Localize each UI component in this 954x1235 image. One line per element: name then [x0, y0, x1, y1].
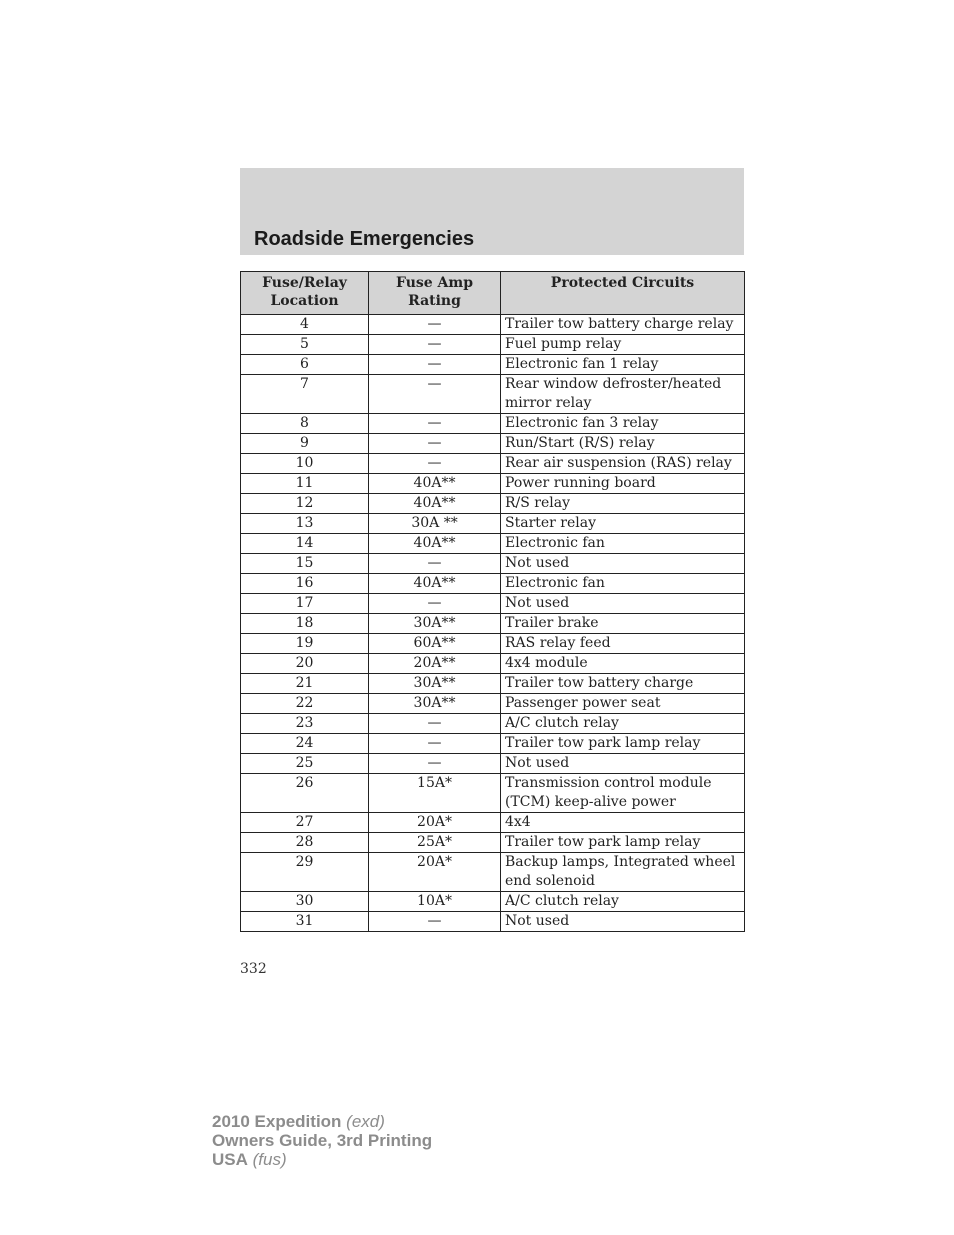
fuse-location-cell: 17 [241, 594, 369, 614]
fuse-location-cell: 14 [241, 534, 369, 554]
table-row [241, 634, 745, 654]
fuse-location-cell: 13 [241, 514, 369, 534]
fuse-amp-cell: — [369, 315, 501, 335]
protected-circuit-cell: Trailer tow park lamp relay [501, 734, 745, 754]
table-row [241, 454, 745, 474]
header-protected-circuits: Protected Circuits [501, 272, 745, 315]
table-header-row [241, 272, 745, 315]
fuse-amp-cell: — [369, 754, 501, 774]
fuse-amp-cell: 20A* [369, 813, 501, 833]
table-row [241, 514, 745, 534]
protected-circuit-cell: Fuel pump relay [501, 335, 745, 355]
header-location: Fuse/Relay Location [241, 272, 369, 315]
table-row [241, 355, 745, 375]
header-amp-rating: Fuse Amp Rating [369, 272, 501, 315]
table-row [241, 654, 745, 674]
protected-circuit-cell: Trailer brake [501, 614, 745, 634]
table-row [241, 414, 745, 434]
protected-circuit-cell: Transmission control module (TCM) keep-alive power [501, 774, 745, 813]
protected-circuit-cell: Rear air suspension (RAS) relay [501, 454, 745, 474]
fuse-amp-cell: — [369, 912, 501, 932]
footer-line-1 [212, 1112, 432, 1131]
protected-circuit-cell: A/C clutch relay [501, 714, 745, 734]
protected-circuit-cell: Electronic fan [501, 534, 745, 554]
protected-circuit-cell: Trailer tow park lamp relay [501, 833, 745, 853]
footer-line-2 [212, 1131, 432, 1150]
table-row [241, 574, 745, 594]
protected-circuit-cell: Backup lamps, Integrated wheel end solenoid [501, 853, 745, 892]
fuse-location-cell: 23 [241, 714, 369, 734]
fuse-location-cell: 8 [241, 414, 369, 434]
page-number: 332 [240, 961, 267, 977]
fuse-location-cell: 26 [241, 774, 369, 813]
table-row [241, 714, 745, 734]
table-row [241, 774, 745, 813]
section-header-band [240, 168, 744, 255]
fuse-amp-cell: — [369, 714, 501, 734]
protected-circuit-cell: 4x4 module [501, 654, 745, 674]
table-row [241, 674, 745, 694]
fuse-amp-cell: — [369, 734, 501, 754]
table-row [241, 912, 745, 932]
fuse-location-cell: 7 [241, 375, 369, 414]
protected-circuit-cell: Not used [501, 912, 745, 932]
table-row [241, 614, 745, 634]
fuse-location-cell: 19 [241, 634, 369, 654]
fuse-location-cell: 31 [241, 912, 369, 932]
protected-circuit-cell: Electronic fan [501, 574, 745, 594]
footer-guide: Owners Guide, 3rd Printing [212, 1131, 433, 1150]
fuse-location-cell: 18 [241, 614, 369, 634]
table-row [241, 594, 745, 614]
fuse-location-cell: 22 [241, 694, 369, 714]
table-row [241, 474, 745, 494]
fuse-amp-cell: 30A** [369, 614, 501, 634]
fuse-location-cell: 21 [241, 674, 369, 694]
protected-circuit-cell: RAS relay feed [501, 634, 745, 654]
table-row [241, 734, 745, 754]
fuse-location-cell: 30 [241, 892, 369, 912]
footer-model-code: (exd) [346, 1112, 385, 1131]
protected-circuit-cell: Not used [501, 554, 745, 574]
fuse-location-cell: 28 [241, 833, 369, 853]
fuse-amp-cell: 25A* [369, 833, 501, 853]
fuse-location-cell: 5 [241, 335, 369, 355]
protected-circuit-cell: Electronic fan 1 relay [501, 355, 745, 375]
fuse-amp-cell: — [369, 594, 501, 614]
fuse-location-cell: 15 [241, 554, 369, 574]
section-title: Roadside Emergencies [254, 228, 475, 250]
footer-line-3 [212, 1150, 432, 1169]
fuse-amp-cell: 40A** [369, 534, 501, 554]
protected-circuit-cell: Rear window defroster/heated mirror relay [501, 375, 745, 414]
fuse-amp-cell: 40A** [369, 474, 501, 494]
fuse-amp-cell: — [369, 454, 501, 474]
fuse-location-cell: 29 [241, 853, 369, 892]
fuse-amp-cell: 40A** [369, 494, 501, 514]
fuse-location-cell: 24 [241, 734, 369, 754]
table-row [241, 813, 745, 833]
protected-circuit-cell: Run/Start (R/S) relay [501, 434, 745, 454]
protected-circuit-cell: Not used [501, 594, 745, 614]
fuse-amp-cell: 30A** [369, 694, 501, 714]
protected-circuit-cell: R/S relay [501, 494, 745, 514]
fuse-amp-cell: — [369, 414, 501, 434]
table-row [241, 494, 745, 514]
table-row [241, 335, 745, 355]
table-row [241, 853, 745, 892]
table-row [241, 315, 745, 335]
table-row [241, 375, 745, 414]
protected-circuit-cell: Passenger power seat [501, 694, 745, 714]
footer [212, 1112, 432, 1169]
fuse-location-cell: 6 [241, 355, 369, 375]
fuse-amp-cell: — [369, 554, 501, 574]
protected-circuit-cell: Electronic fan 3 relay [501, 414, 745, 434]
fuse-table [240, 271, 745, 932]
footer-market-code: (fus) [252, 1150, 287, 1169]
fuse-location-cell: 16 [241, 574, 369, 594]
fuse-location-cell: 9 [241, 434, 369, 454]
fuse-location-cell: 4 [241, 315, 369, 335]
protected-circuit-cell: Starter relay [501, 514, 745, 534]
footer-model: 2010 Expedition [212, 1112, 342, 1131]
table-row [241, 892, 745, 912]
table-row [241, 694, 745, 714]
fuse-amp-cell: 20A** [369, 654, 501, 674]
fuse-amp-cell: 60A** [369, 634, 501, 654]
fuse-location-cell: 12 [241, 494, 369, 514]
footer-market: USA [212, 1150, 248, 1169]
table-body [241, 315, 745, 932]
fuse-amp-cell: 20A* [369, 853, 501, 892]
protected-circuit-cell: Trailer tow battery charge relay [501, 315, 745, 335]
protected-circuit-cell: A/C clutch relay [501, 892, 745, 912]
fuse-location-cell: 25 [241, 754, 369, 774]
table-row [241, 833, 745, 853]
fuse-amp-cell: — [369, 375, 501, 414]
fuse-amp-cell: 30A ** [369, 514, 501, 534]
fuse-amp-cell: 40A** [369, 574, 501, 594]
fuse-location-cell: 27 [241, 813, 369, 833]
fuse-location-cell: 11 [241, 474, 369, 494]
protected-circuit-cell: Power running board [501, 474, 745, 494]
fuse-amp-cell: — [369, 335, 501, 355]
table-row [241, 434, 745, 454]
fuse-amp-cell: — [369, 355, 501, 375]
table-row [241, 754, 745, 774]
fuse-amp-cell: 30A** [369, 674, 501, 694]
protected-circuit-cell: 4x4 [501, 813, 745, 833]
fuse-amp-cell: 15A* [369, 774, 501, 813]
fuse-location-cell: 20 [241, 654, 369, 674]
protected-circuit-cell: Not used [501, 754, 745, 774]
table-row [241, 534, 745, 554]
fuse-location-cell: 10 [241, 454, 369, 474]
fuse-amp-cell: — [369, 434, 501, 454]
table-row [241, 554, 745, 574]
fuse-amp-cell: 10A* [369, 892, 501, 912]
protected-circuit-cell: Trailer tow battery charge [501, 674, 745, 694]
